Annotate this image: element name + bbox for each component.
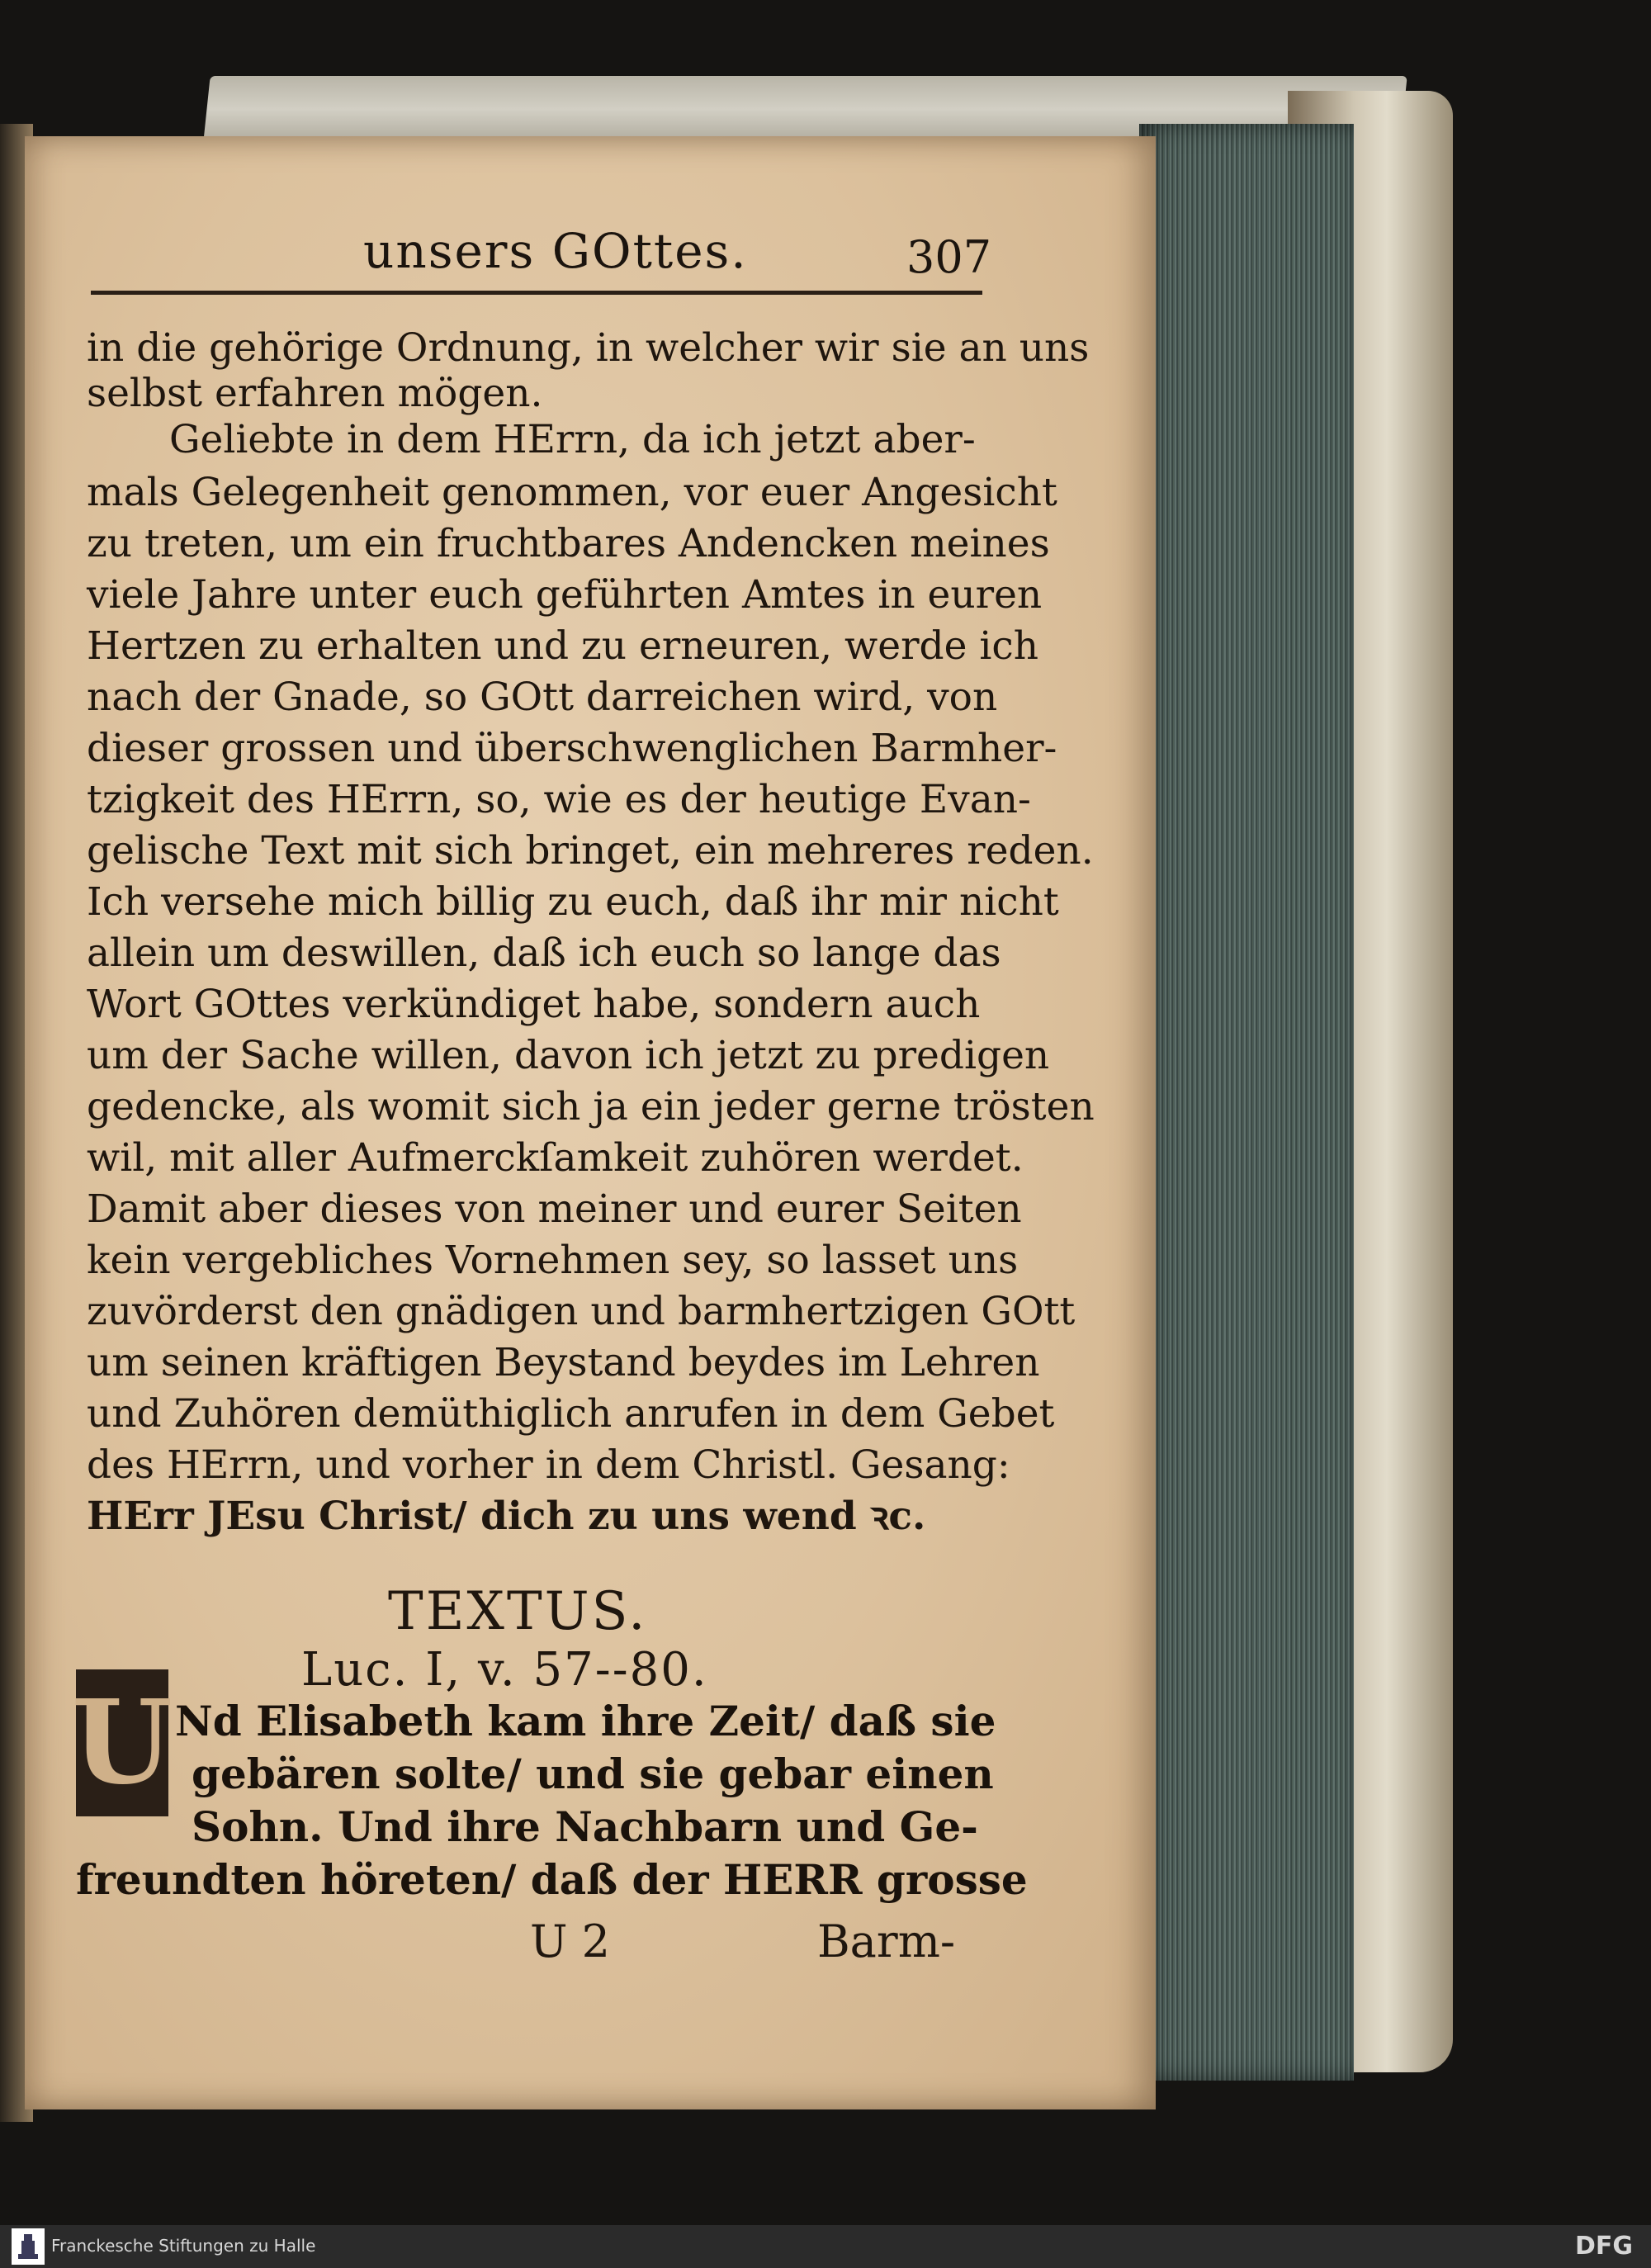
scripture-line: Nd Elisabeth kam ihre Zeit/ daß sie: [175, 1697, 996, 1745]
text-line: um der Sache willen, davon ich jetzt zu predigen: [87, 1033, 1050, 1078]
text-line: Ich versehe mich billig zu euch, daß ihr mir nicht: [87, 879, 1059, 925]
text-line: dieser grossen und überschwenglichen Barmher-: [87, 726, 1057, 771]
text-line: gelische Text mit sich bringet, ein mehreres reden.: [87, 828, 1094, 874]
scripture-line: freundten höreten/ daß der HERR grosse: [76, 1855, 1028, 1904]
text-line: in die gehörige Ordnung, in welcher wir sie an uns: [87, 325, 1090, 371]
text-line: tzigkeit des HErrn, so, wie es der heutige Evan-: [87, 777, 1031, 822]
text-line: mals Gelegenheit genommen, vor euer Angesicht: [87, 470, 1057, 515]
foundation-logo-icon: [12, 2228, 45, 2265]
text-line: nach der Gnade, so GOtt darreichen wird, von: [87, 675, 998, 720]
catchword: Barm-: [817, 1915, 956, 1967]
institution-name: Franckesche Stiftungen zu Halle: [51, 2236, 316, 2256]
hymn-title-line: HErr JEsu Christ/ dich zu uns wend ꝛc.: [87, 1494, 926, 1539]
text-line: zuvörderst den gnädigen und barmhertzigen GOtt: [87, 1289, 1076, 1334]
text-line: zu treten, um ein fruchtbares Andencken meines: [87, 521, 1050, 566]
text-line: wil, mit aller Aufmerckſamkeit zuhören werdet.: [87, 1135, 1024, 1181]
text-line: Damit aber dieses von meiner und eurer Seiten: [87, 1186, 1022, 1232]
text-line: Geliebte in dem HErrn, da ich jetzt aber-: [169, 417, 976, 462]
footer-bar: [0, 2225, 1651, 2268]
text-line: kein vergebliches Vornehmen sey, so lasset uns: [87, 1238, 1019, 1283]
header-rule: [91, 291, 982, 295]
running-head: unsers GOttes.: [363, 223, 748, 279]
text-line: und Zuhören demüthiglich anrufen in dem Gebet: [87, 1391, 1055, 1437]
textus-heading: TEXTUS.: [388, 1581, 648, 1642]
text-line: Wort GOttes verkündiget habe, sondern auch: [87, 982, 981, 1027]
text-line: gedencke, als womit sich ja ein jeder gerne trösten: [87, 1084, 1095, 1129]
text-line: allein um deswillen, daß ich euch so lange das: [87, 930, 1001, 976]
scripture-line: Sohn. Und ihre Nachbarn und Ge-: [192, 1802, 978, 1851]
text-line: des HErrn, und vorher in dem Christl. Gesang:: [87, 1442, 1010, 1488]
scripture-reference: Luc. I, v. 57--80.: [301, 1643, 708, 1697]
text-line: um seinen kräftigen Beystand beydes im Lehren: [87, 1340, 1040, 1385]
signature-mark: U 2: [530, 1915, 611, 1967]
text-line: selbst erfahren mögen.: [87, 371, 543, 416]
dfg-logo: DFG: [1574, 2232, 1633, 2261]
text-line: viele Jahre unter euch geführten Amtes in euren: [87, 572, 1043, 618]
text-line: Hertzen zu erhalten und zu erneuren, werde ich: [87, 623, 1039, 669]
scripture-line: gebären solte/ und sie gebar einen: [192, 1750, 994, 1798]
page-edges: [1139, 124, 1354, 2081]
drop-cap: U: [76, 1669, 168, 1816]
page-number: 307: [906, 231, 992, 283]
